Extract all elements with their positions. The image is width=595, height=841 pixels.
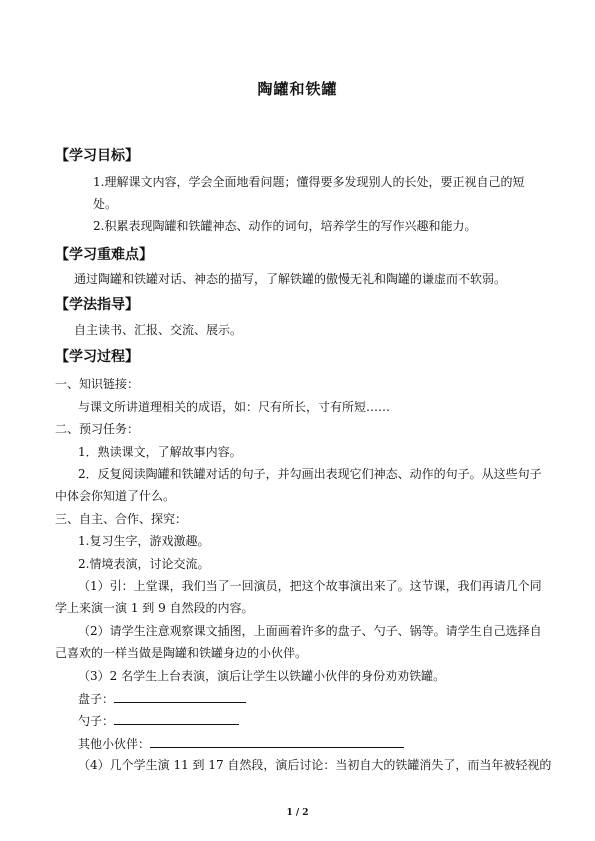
process-line: 一、知识链接： (55, 377, 140, 391)
process-line: （4）几个学生演 11 到 17 自然段，演后讨论：当初自大的铁罐消失了，而当年被轻视的 (78, 758, 552, 772)
goal-line-1: 1.理解课文内容，学会全面地看问题；懂得要多发现别人的长处，要正视自己的短 (93, 175, 525, 189)
process-line: （1）引：上堂课，我们当了一回演员，把这个故事演出来了。这节课，我们再请几个同 (78, 579, 542, 593)
section-heading-keypoints: 【学习重难点】 (55, 247, 153, 263)
keypoints-text: 通过陶罐和铁罐对话、神态的描写，了解铁罐的傲慢无礼和陶罐的谦虚而不软弱。 (74, 272, 507, 286)
plate-answer-row (78, 690, 246, 707)
others-answer-row (78, 735, 404, 752)
spoon-label: 勺子： (78, 714, 115, 728)
others-answer-blank[interactable] (150, 735, 404, 748)
spoon-answer-blank[interactable] (114, 712, 239, 725)
plate-label: 盘子： (78, 692, 115, 706)
goal-line-2: 处。 (93, 197, 118, 211)
methods-text: 自主读书、汇报、交流、展示。 (74, 323, 243, 337)
goal-line-3: 2.积累表现陶罐和铁罐神态、动作的词句，培养学生的写作兴趣和能力。 (93, 219, 477, 233)
document-title: 陶罐和铁罐 (257, 80, 338, 98)
section-heading-process: 【学习过程】 (55, 349, 139, 365)
process-line: 己喜欢的一样当做是陶罐和铁罐身边的小伙伴。 (55, 646, 308, 660)
plate-answer-blank[interactable] (114, 690, 246, 703)
process-line: 2．反复阅读陶罐和铁罐对话的句子，并勾画出表现它们神态、动作的句子。从这些句子 (78, 467, 542, 481)
process-line: 中体会你知道了什么。 (55, 489, 176, 503)
process-line: （3）2 名学生上台表演，演后让学生以铁罐小伙伴的身份劝劝铁罐。 (78, 669, 446, 683)
process-line: 1.复习生字，游戏激趣。 (78, 534, 210, 548)
process-line: 三、自主、合作、探究： (55, 512, 188, 526)
process-line: 与课文所讲道理相关的成语，如：尺有所长，寸有所短…… (78, 400, 391, 414)
process-line: （2）请学生注意观察课文插图，上面画着许多的盘子、勺子、锅等。请学生自己选择自 (78, 624, 542, 638)
process-line: 1．熟读课文，了解故事内容。 (78, 445, 242, 459)
section-heading-methods: 【学法指导】 (55, 297, 139, 313)
page-number: 1 / 2 (286, 808, 309, 818)
section-heading-goals: 【学习目标】 (55, 148, 139, 164)
process-line: 2.情境表演，讨论交流。 (78, 557, 210, 571)
spoon-answer-row (78, 712, 239, 729)
process-line: 二、预习任务： (55, 422, 140, 436)
process-line: 学上来演一演 1 到 9 自然段的内容。 (55, 601, 254, 615)
others-label: 其他小伙伴： (78, 737, 151, 751)
